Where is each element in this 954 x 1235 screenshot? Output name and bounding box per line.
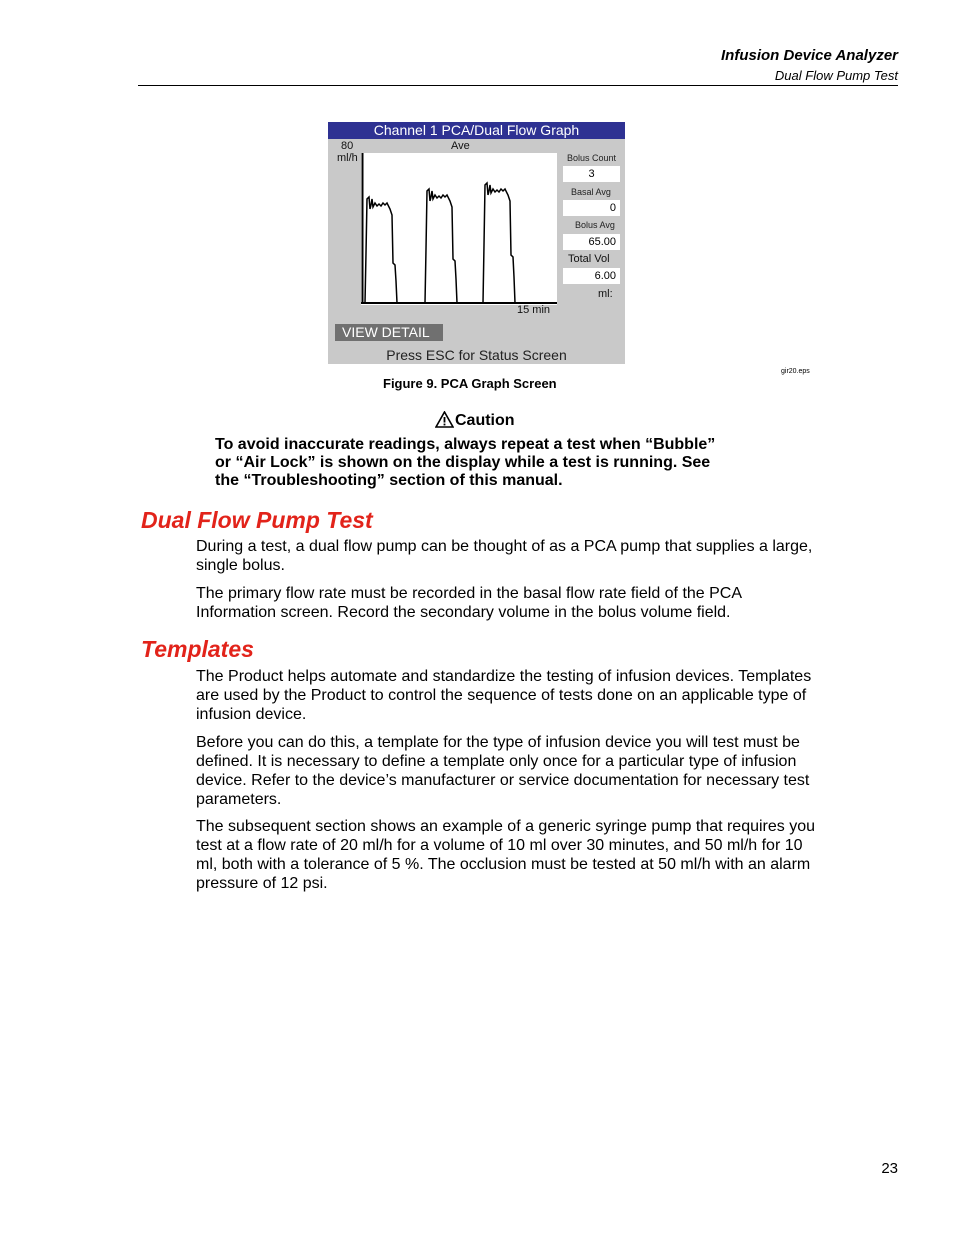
bolus-avg-value: 65.00 bbox=[563, 234, 620, 250]
basal-avg-value: 0 bbox=[563, 200, 620, 216]
basal-avg-label: Basal Avg bbox=[571, 187, 611, 197]
flow-graph bbox=[361, 153, 557, 305]
caution-text: To avoid inaccurate readings, always repeat a test when “Bubble” or “Air Lock” is shown on the display while a test is running. See the “Troubleshooting” section of this manual. bbox=[215, 436, 716, 489]
ave-label: Ave bbox=[451, 140, 470, 152]
paragraph: The primary flow rate must be recorded in the basal flow rate field of the PCA Information screen. Record the secondary volume in the bolus volume field. bbox=[196, 585, 742, 621]
caution-heading bbox=[435, 411, 515, 433]
caution-label: Caution bbox=[455, 412, 515, 429]
section-heading-templates: Templates bbox=[141, 636, 254, 662]
bolus-count-label: Bolus Count bbox=[567, 153, 617, 163]
screen-title: Channel 1 PCA/Dual Flow Graph bbox=[328, 122, 625, 139]
bolus-peak-3 bbox=[483, 183, 515, 303]
paragraph: The subsequent section shows an example of a generic syringe pump that requires you test at a flow rate of 20 ml/h for a volume of 10 ml over 30 minutes, and 50 ml/h for 10 ml, both with a tolerance of 5 %. The occlusion must be tested at 50 ml/h with an alarm pressure of 12 psi. bbox=[196, 818, 816, 892]
ml-unit-label: ml: bbox=[598, 288, 613, 300]
figure-file-tag: gir20.eps bbox=[781, 368, 810, 375]
bolus-peak-1 bbox=[365, 197, 397, 303]
bolus-peak-2 bbox=[425, 189, 457, 303]
figure-caption: Figure 9. PCA Graph Screen bbox=[383, 376, 557, 391]
press-esc-hint: Press ESC for Status Screen bbox=[386, 347, 567, 363]
y-unit-label: ml/h bbox=[337, 152, 358, 164]
bolus-count-value: 3 bbox=[563, 166, 620, 182]
pca-graph-screen bbox=[328, 122, 625, 364]
total-vol-label: Total Vol bbox=[568, 253, 610, 265]
page-number: 23 bbox=[881, 1160, 898, 1177]
bolus-avg-label: Bolus Avg bbox=[575, 220, 615, 230]
paragraph: The Product helps automate and standardize the testing of infusion devices. Templates are used by the Product to control the sequence of tests done on an applicable type of infusion device. bbox=[196, 668, 812, 723]
paragraph: During a test, a dual flow pump can be thought of as a PCA pump that supplies a large, single bolus. bbox=[196, 538, 813, 574]
paragraph: Before you can do this, a template for the type of infusion device you will test must be defined. It is necessary to define a template only once for a particular type of infusion device. Refer to the device’s manufacturer or service documentation for necessary test parameters. bbox=[196, 734, 810, 808]
section-heading-dual-flow: Dual Flow Pump Test bbox=[141, 507, 373, 533]
y-max-label: 80 bbox=[341, 140, 354, 152]
warning-triangle-icon bbox=[435, 411, 454, 428]
x-axis-label: 15 min bbox=[517, 304, 551, 316]
header-rule bbox=[138, 85, 898, 86]
running-header-subtitle: Dual Flow Pump Test bbox=[774, 68, 898, 83]
running-header-title: Infusion Device Analyzer bbox=[721, 47, 898, 64]
view-detail-button[interactable]: VIEW DETAIL bbox=[335, 324, 443, 341]
total-vol-value: 6.00 bbox=[563, 268, 620, 284]
